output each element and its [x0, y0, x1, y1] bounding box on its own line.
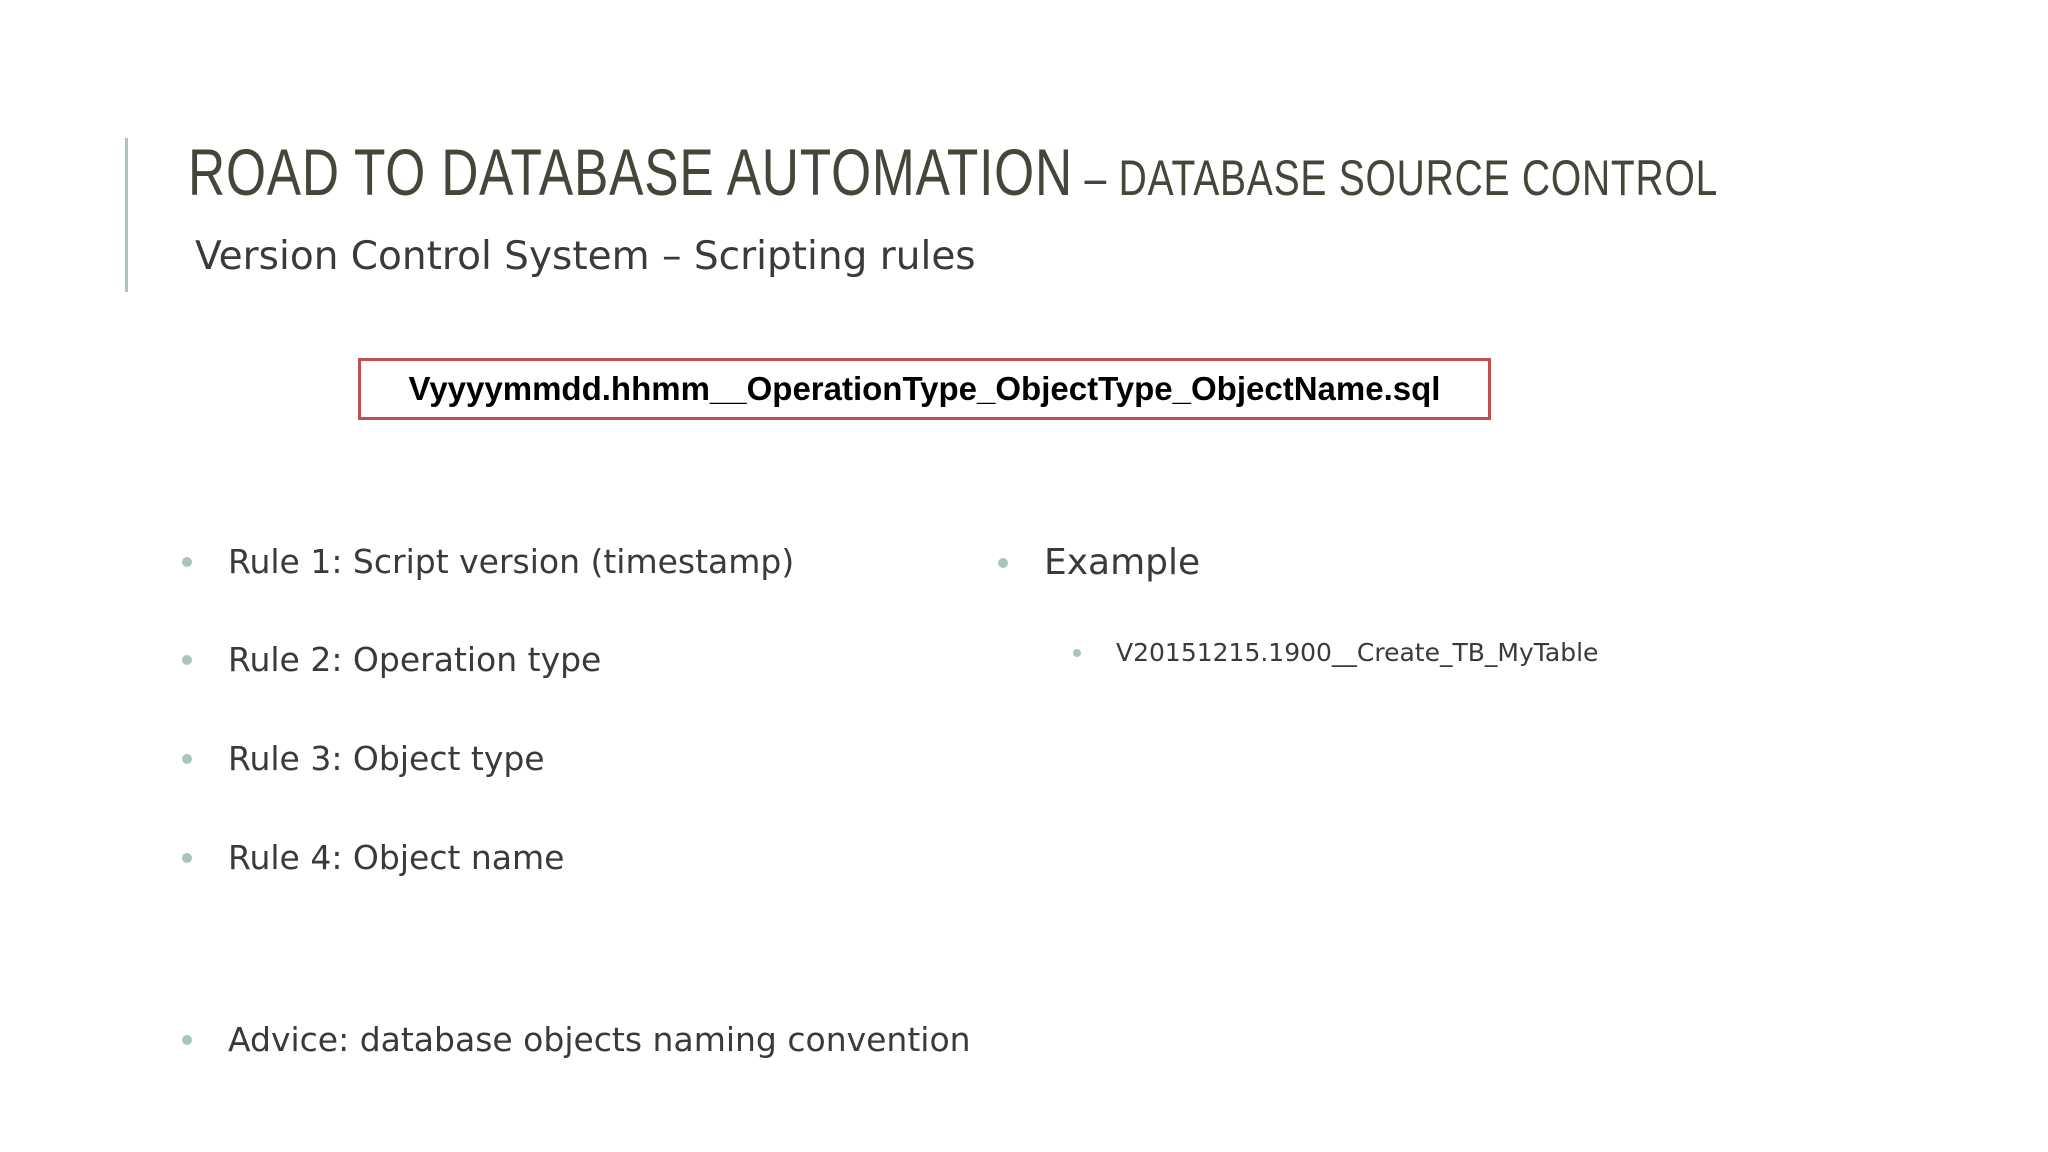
title-sub: DATABASE SOURCE CONTROL [1118, 150, 1719, 206]
rule-3-text: Rule 3: Object type [228, 739, 545, 778]
bullet-dot-icon [182, 754, 192, 764]
rule-4-text: Rule 4: Object name [228, 838, 565, 877]
rule-2-item [182, 640, 601, 679]
example-value-text: V20151215.1900__Create_TB_MyTable [1116, 638, 1599, 667]
naming-pattern-text: Vyyyymmdd.hhmm__OperationType_ObjectType_ObjectName.sql [408, 370, 1441, 407]
bullet-dot-icon [998, 558, 1008, 568]
bullet-dot-icon [182, 557, 192, 567]
rule-4-item [182, 838, 564, 877]
bullet-dot-icon [182, 1035, 192, 1045]
rule-3-item [182, 739, 545, 778]
bullet-dot-icon [182, 853, 192, 863]
title-separator: – [1072, 150, 1119, 206]
rule-1-text: Rule 1: Script version (timestamp) [228, 542, 795, 581]
rule-2-text: Rule 2: Operation type [228, 640, 602, 679]
example-label: Example [1044, 542, 1201, 583]
rule-1-item [182, 542, 794, 581]
title-main: ROAD TO DATABASE AUTOMATION [188, 135, 1073, 209]
example-item [998, 542, 1200, 583]
title-accent-bar [125, 138, 128, 292]
example-value-item [1073, 638, 1598, 667]
advice-item [182, 1020, 971, 1059]
slide-title [188, 134, 1718, 210]
bullet-dot-icon [182, 655, 192, 665]
naming-pattern-box [358, 358, 1491, 420]
slide-subtitle: Version Control System – Scripting rules [195, 234, 976, 279]
bullet-dot-icon [1073, 649, 1081, 657]
advice-text: Advice: database objects naming convention [228, 1020, 971, 1059]
